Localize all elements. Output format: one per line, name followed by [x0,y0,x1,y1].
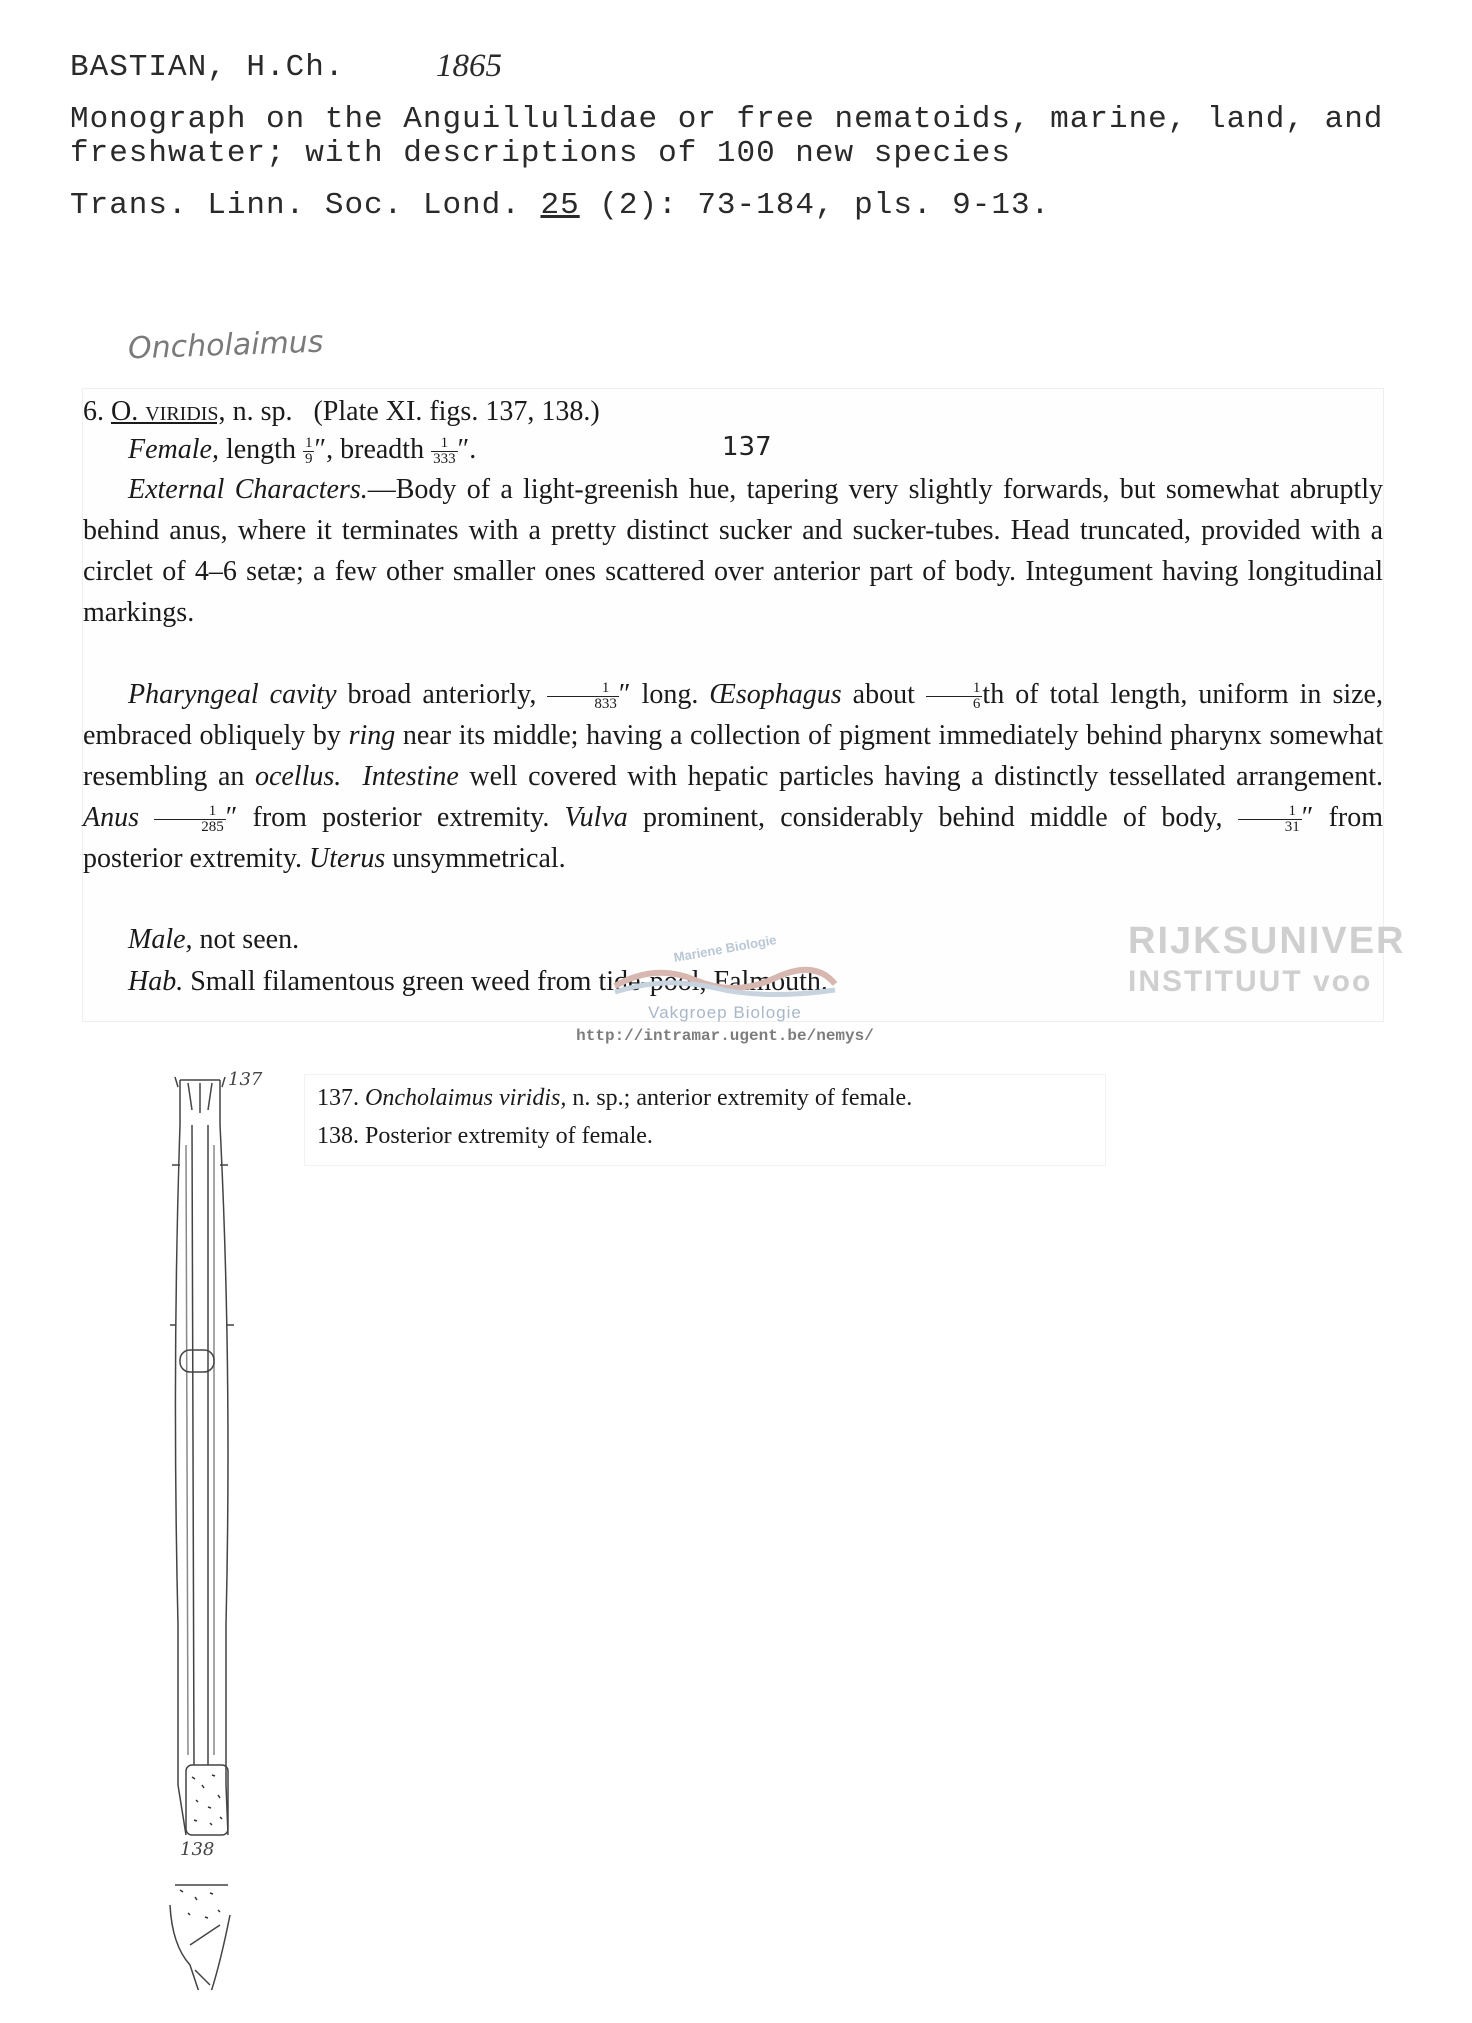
internal-anatomy: Pharyngeal cavity broad anteriorly, $\frac{1}{833}$ ″ long. Œsophagus about $\frac{1}{6}$ th of total length, uniform in size, embraced obliquely by ring near its middle; having a collection of pigment immediately behind pharynx somewhat resembling an ocellus. Intestine well covered with hepatic particles having a distinctly tessellated arrangement. Anus $\frac{1}{285}$ ″ from posterior extremity. Vulva prominent, considerably behind middle of body, $\frac{1}{31}$ ″ from posterior extremity. Uterus unsymmetrical. [83,679,1384,874]
citation [70,188,1050,223]
female-label: Female, [128,434,219,465]
institution-stamp: RIJKSUNIVER INSTITUUT voo [1128,920,1406,998]
citation-volume: 25 [540,188,580,223]
author-line: BASTIAN, H.Ch. [70,50,345,85]
species-number: 6. [83,396,104,427]
external-characters [83,469,1383,633]
external-characters-label: External Characters. [128,474,368,505]
wave-logo-icon [605,958,845,998]
watermark-url[interactable]: http://intramar.ugent.be/nemys/ [576,1027,874,1045]
vulva-fraction: $\frac{1}{31}$ [1238,804,1302,835]
nematode-illustration-icon [150,1065,280,1990]
year: 1865 [436,48,502,84]
breadth-text: ″, breadth [314,434,432,465]
handwritten-figure-number: 137 [722,432,772,462]
species-status: n. sp. [225,396,293,427]
citation-pages: (2): 73-184, pls. 9-13. [579,188,1051,223]
caption-138: 138. Posterior extremity of female. [317,1123,653,1149]
external-characters-text: —Body of a light-greenish hue, tapering very slightly forwards, but somewhat abruptly behind anus, where it terminates with a pretty distinct sucker and sucker-tubes. Head truncated, provided with a circlet of 4–6 setæ; a few other smaller ones scattered over anterior part of body. Integument having longitudinal markings. [83,474,1383,628]
handwritten-genus-note: Oncholaimus [127,324,324,367]
anus-fraction: $\frac{1}{285}$ [154,804,226,835]
figure-label-137: 137 [228,1069,263,1090]
figure-label-138: 138 [180,1839,215,1860]
citation-journal: Trans. Linn. Soc. Lond. [70,188,541,223]
oesophagus-fraction: $\frac{1}{6}$ [926,681,983,712]
caption-137: 137. Oncholaimus viridis, n. sp.; anterior extremity of female. [317,1085,913,1111]
length-fraction: $\frac{1}{9}$ [304,435,313,468]
title-line-2: freshwater; with descriptions of 100 new species [70,136,1011,171]
title-line-1: Monograph on the Anguillulidae or free nematoids, marine, land, and [70,102,1384,137]
breadth-fraction: $\frac{1}{333}$ [433,435,456,468]
plate-reference: (Plate XI. figs. 137, 138.) [313,396,600,427]
habitat: Hab. Small filamentous green weed from tide-pool, Falmouth. [128,966,828,997]
nemys-watermark: Mariene Biologie Vakgroep Biologie http://intramar.ugent.be/nemys/ [570,940,880,1045]
length-text: length [218,434,303,465]
female-dimensions: Female, length $\frac{1}{9}$ ″, breadth $\frac{1}{333}$ ″. [128,434,477,468]
pharynx-fraction: $\frac{1}{833}$ [547,681,619,712]
figure-captions [304,1074,1106,1166]
species-name: O. viridis, [111,396,226,427]
nematode-drawing [150,1065,280,1990]
male-note: Male, not seen. [128,924,300,955]
species-heading [83,391,1383,432]
watermark-arc-text: Mariene Biologie [672,932,778,965]
